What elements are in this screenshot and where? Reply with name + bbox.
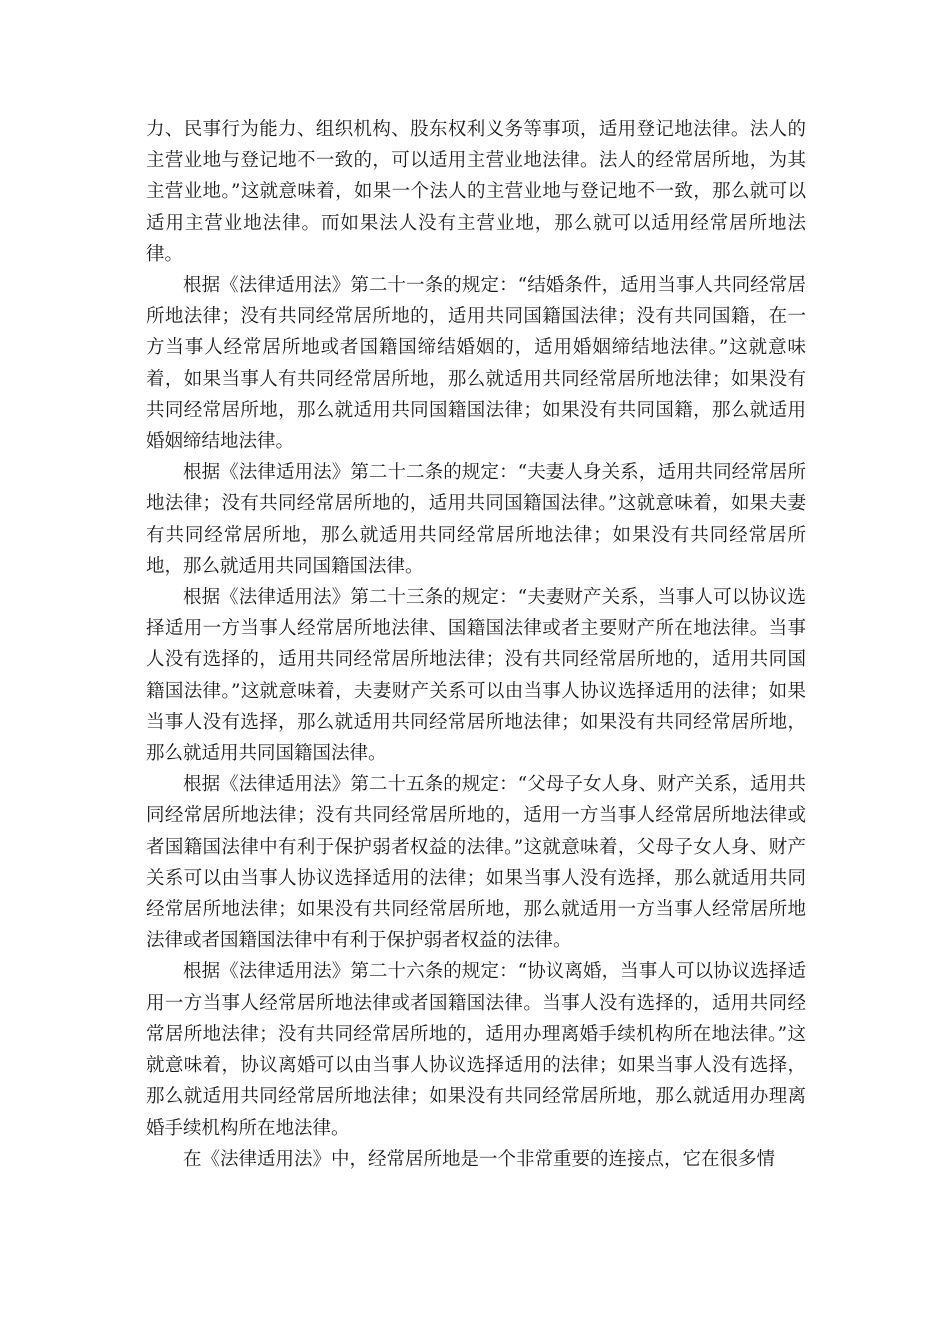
paragraph-5: 根据《法律适用法》第二十五条的规定：“父母子女人身、财产关系，适用共同经常居所地法律；没有共同经常居所地的，适用一方当事人经常居所地法律或者国籍国法律中有利于保护弱者权益的法律。”这就意味着，父母子女人身、财产关系可以由当事人协议选择适用的法律；如果当事人没有选择，那么就适用共同经常居所地法律；如果没有共同经常居所地，那么就适用一方当事人经常居所地法律或者国籍国法律中有利于保护弱者权益的法律。 (146, 774, 806, 952)
document-page (146, 114, 806, 1175)
paragraph-7: 在《法律适用法》中，经常居所地是一个非常重要的连接点，它在很多情 (183, 1148, 776, 1170)
paragraph-3: 根据《法律适用法》第二十二条的规定：“夫妻人身关系，适用共同经常居所地法律；没有共同经常居所地的，适用共同国籍国法律。”这就意味着，如果夫妻有共同经常居所地，那么就适用共同经常居所地法律；如果没有共同经常居所地，那么就适用共同国籍国法律。 (146, 462, 806, 577)
paragraph-6: 根据《法律适用法》第二十六条的规定：“协议离婚，当事人可以协议选择适用一方当事人经常居所地法律或者国籍国法律。当事人没有选择的，适用共同经常居所地法律；没有共同经常居所地的，适用办理离婚手续机构所在地法律。”这就意味着，协议离婚可以由当事人协议选择适用的法律；如果当事人没有选择，那么就适用共同经常居所地法律；如果没有共同经常居所地，那么就适用办理离婚手续机构所在地法律。 (146, 961, 806, 1139)
paragraph-1: 力、民事行为能力、组织机构、股东权利义务等事项，适用登记地法律。法人的主营业地与登记地不一致的，可以适用主营业地法律。法人的经常居所地，为其主营业地。”这就意味着，如果一个法人的主营业地与登记地不一致，那么就可以适用主营业地法律。而如果法人没有主营业地，那么就可以适用经常居所地法律。 (146, 119, 806, 265)
paragraph-2: 根据《法律适用法》第二十一条的规定：“结婚条件，适用当事人共同经常居所地法律；没有共同经常居所地的，适用共同国籍国法律；没有共同国籍，在一方当事人经常居所地或者国籍国缔结婚姻的，适用婚姻缔结地法律。”这就意味着，如果当事人有共同经常居所地，那么就适用共同经常居所地法律；如果没有共同经常居所地，那么就适用共同国籍国法律；如果没有共同国籍，那么就适用婚姻缔结地法律。 (146, 275, 806, 453)
paragraph-4: 根据《法律适用法》第二十三条的规定：“夫妻财产关系，当事人可以协议选择适用一方当事人经常居所地法律、国籍国法律或者主要财产所在地法律。当事人没有选择的，适用共同经常居所地法律；没有共同经常居所地的，适用共同国籍国法律。”这就意味着，夫妻财产关系可以由当事人协议选择适用的法律；如果当事人没有选择，那么就适用共同经常居所地法律；如果没有共同经常居所地，那么就适用共同国籍国法律。 (146, 587, 806, 765)
